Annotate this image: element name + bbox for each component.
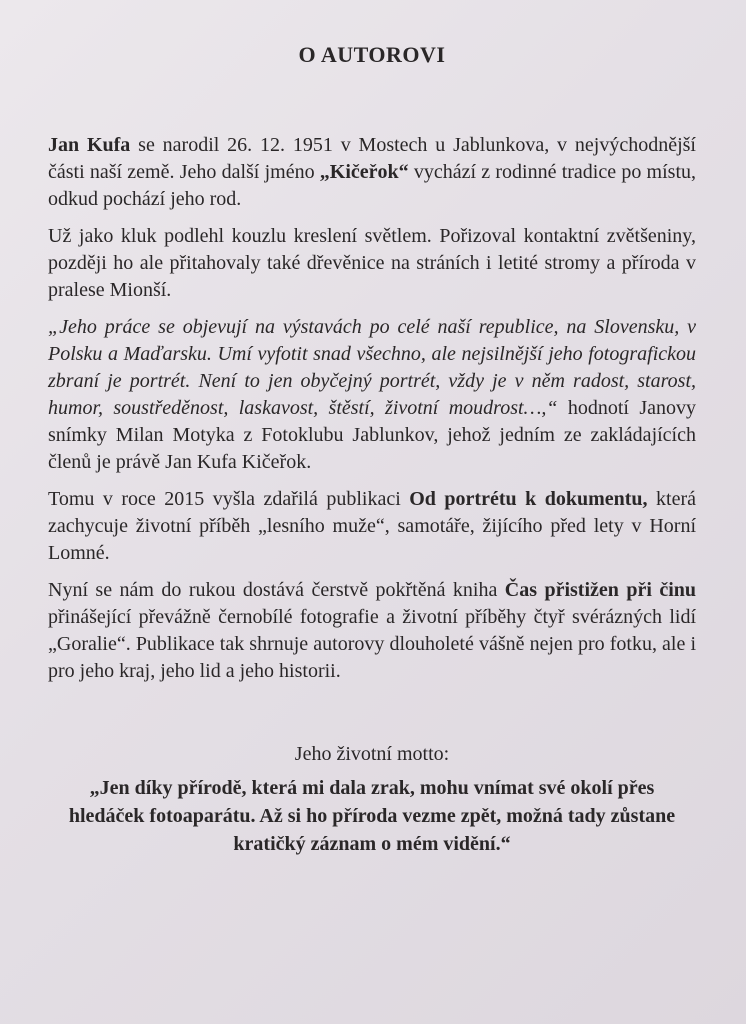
author-nickname: „Kičeřok“ (319, 161, 409, 183)
quote-text: „Jeho práce se objevují na výstavách po celé naší republice, na Slovensku, v Polsku a Maďarsku. Umí vyfotit snad všechno, ale nejsilnější jeho fotografickou zbraní je portrét. Není to jen obyčejný portrét, vždy je v něm radost, starost, humor, soustředěnost, laskavost, štěstí, životní moudrost…,“ (48, 316, 696, 419)
paragraph-childhood: Už jako kluk podlehl kouzlu kreslení světlem. Pořizoval kontaktní zvětšeniny, později ho ale přitahovaly také dřevěnice na stráních i letité stromy a příroda v pralese Mionší. (48, 225, 696, 301)
author-name: Jan Kufa (48, 134, 131, 156)
paragraph-text: hodnotí Janovy snímky Milan Motyka z Fotoklubu Jablunkov, jehož jedním ze zakládajících členů je právě Jan Kufa Kičeřok. (48, 397, 696, 473)
book-title-2: Čas přistižen při činu (504, 579, 696, 601)
paragraph-birth (48, 132, 696, 213)
paragraph-new-book (48, 577, 696, 685)
paragraph-text: Tomu v roce 2015 vyšla zdařilá publikaci (48, 488, 410, 510)
book-title-1: Od portrétu k dokumentu, (409, 488, 648, 510)
paragraph-text: Nyní se nám do rukou dostává čerstvě pokřtěná kniha (48, 579, 505, 601)
paragraph-quote (48, 314, 696, 476)
motto-label: Jeho životní motto: (294, 743, 450, 765)
paragraph-text: vychází z rodinné tradice po místu, odkud pochází jeho rod. (48, 161, 696, 210)
paragraph-text: se narodil 26. 12. 1951 v Mostech u Jablunkova, v nejvýchodnější části naší země. Jeho další jméno (48, 134, 696, 183)
paragraph-first-book (48, 486, 696, 567)
page-title: O AUTOROVI (298, 42, 446, 67)
paragraph-text: přinášející převážně černobílé fotografie a životní příběhy čtyř svérázných lidí „Goralie“. Publikace tak shrnuje autorovy dlouholeté vášně nejen pro fotku, ale i pro jeho kraj, jeho lid a jeho historii. (48, 606, 696, 682)
motto-text: „Jen díky přírodě, která mi dala zrak, mohu vnímat své okolí přes hledáček fotoaparátu. Až si ho příroda vezme zpět, možná tady zůstane kratičký záznam o mém vidění.“ (68, 777, 676, 855)
paragraph-text: která zachycuje životní příběh „lesního muže“, samotáře, žijícího před lety v Horní Lomné. (48, 488, 696, 564)
